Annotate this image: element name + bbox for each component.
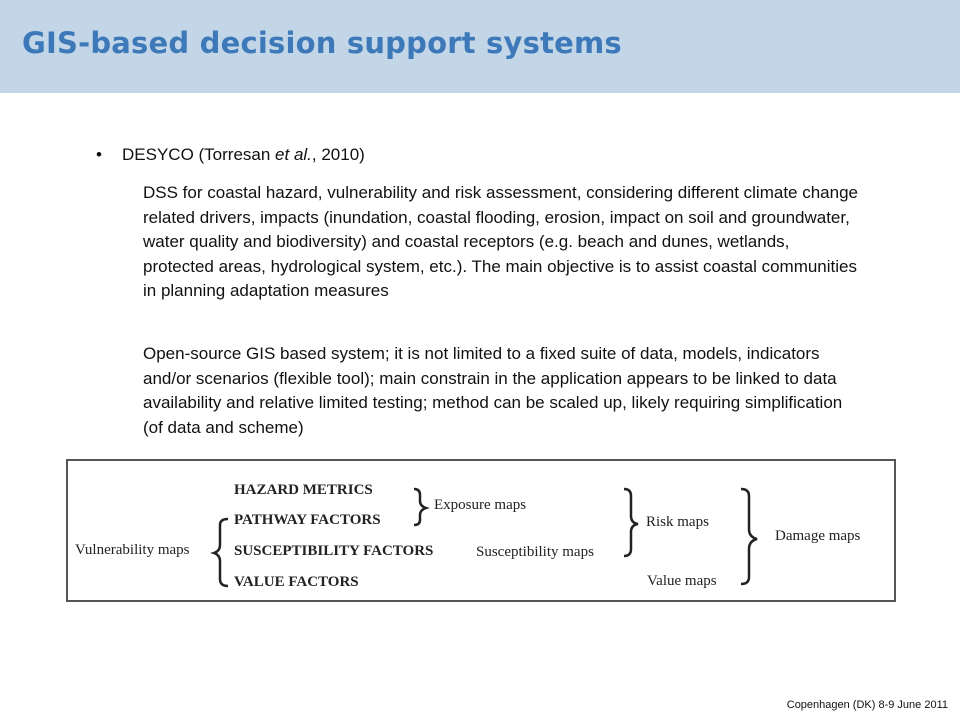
exposure-brace [414,489,426,525]
bullet-marker: • [96,145,102,164]
label-vulnerability-maps: Vulnerability maps [75,542,190,558]
label-exposure-maps: Exposure maps [434,497,527,513]
damage-brace [741,489,757,584]
methodology-diagram [66,459,896,602]
bullet-rest: , 2010) [311,145,365,164]
diagram-brackets [68,461,898,604]
vulnerability-brace [214,519,228,586]
label-susceptibility-maps: Susceptibility maps [476,544,594,560]
label-value-maps: Value maps [647,573,717,589]
bullet-name: DESYCO (Torresan [122,145,276,164]
label-hazard-metrics: HAZARD METRICS [234,482,373,498]
bullet-italic: et al. [275,145,312,164]
page-title: GIS-based decision support systems [22,26,622,60]
bullet-text [122,145,365,165]
paragraph-open-source: Open-source GIS based system; it is not limited to a fixed suite of data, models, indicators and/or scenarios (flexible tool); main constrain in the application appears to be linked to data availability and relative limited testing; method can be scaled up, likely requiring simplification (of data and scheme) [143,344,843,437]
paragraph-dss-description: DSS for coastal hazard, vulnerability and risk assessment, considering different climate change related drivers, impacts (inundation, coastal flooding, erosion, impact on soil and groundwater, water quality and biodiversity) and coastal receptors (e.g. beach and dunes, wetlands, protected areas, hydrological system, etc.). The main objective is to assist coastal communities in planning adaptation measures [143,183,858,300]
label-damage-maps: Damage maps [775,528,861,544]
label-value-factors: VALUE FACTORS [234,574,359,590]
label-pathway-factors: PATHWAY FACTORS [234,512,381,528]
footer-text: Copenhagen (DK) 8-9 June 2011 [786,699,948,711]
label-susceptibility-factors: SUSCEPTIBILITY FACTORS [234,543,434,559]
risk-brace [624,489,638,556]
label-risk-maps: Risk maps [646,514,709,530]
title-bar [0,0,960,93]
